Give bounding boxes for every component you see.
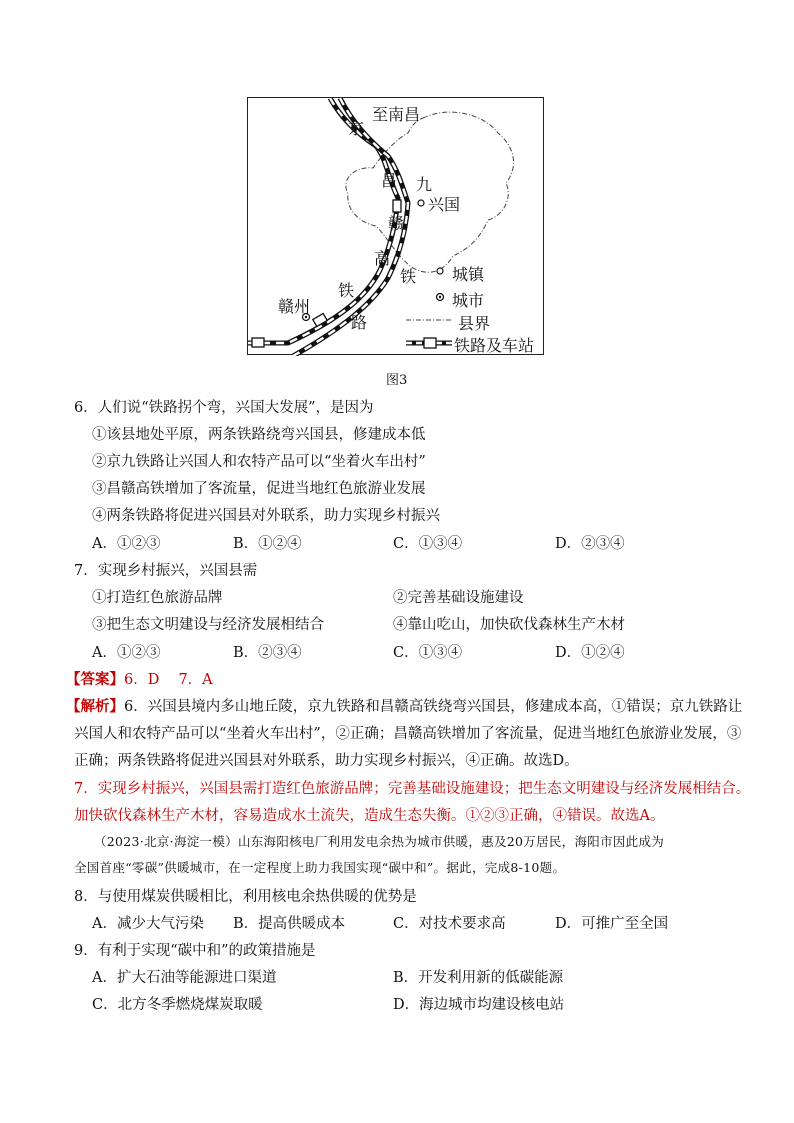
- label-ganzhou: 赣州: [278, 297, 311, 316]
- q6-option-3: ③昌赣高铁增加了客流量，促进当地红色旅游业发展: [92, 481, 426, 497]
- label-gan-mid: 赣: [388, 214, 405, 233]
- station-southwest: [252, 338, 264, 347]
- q6-choice-d: D．②③④: [555, 536, 625, 552]
- town-icon: [437, 268, 443, 274]
- analysis-line-3: 正确；两条铁路将促进兴国县对外联系，助力实现乡村振兴，④正确。故选D。: [74, 753, 579, 769]
- label-tie-mid: 铁: [400, 267, 417, 286]
- q6-option-4: ④两条铁路将促进兴国县对外联系，助力实现乡村振兴: [92, 508, 440, 524]
- q6-option-1: ①该县地处平原，两条铁路绕弯兴国县，修建成本低: [92, 427, 426, 443]
- q7-option-3: ③把生态文明建设与经济发展相结合: [92, 617, 324, 633]
- railway-station-icon: [406, 338, 452, 348]
- town-xingguo: [418, 200, 424, 206]
- q7-option-1: ①打造红色旅游品牌: [92, 590, 223, 606]
- q8-choice-c: C．对技术要求高: [393, 916, 506, 932]
- q9-stem: 9．有利于实现“碳中和”的政策措施是: [74, 943, 316, 959]
- label-jiu: 九: [416, 175, 433, 194]
- answer-tag: 【答案】: [66, 671, 124, 688]
- q6-stem: 6．人们说“铁路拐个弯，兴国大发展”，是因为: [74, 400, 374, 416]
- q7-option-2: ②完善基础设施建设: [393, 590, 524, 606]
- q8-choice-a: A．减少大气污染: [92, 916, 204, 932]
- analysis-line-4: 7．实现乡村振兴，兴国县需打造红色旅游品牌；完善基础设施建设；把生态文明建设与经济发展相结合。: [74, 781, 751, 797]
- label-to-nanchang: 至南昌: [372, 105, 421, 124]
- answer-line: [66, 668, 213, 689]
- label-chang: 昌: [381, 171, 398, 190]
- intro-line-2: 全国首座“零碳”供暖城市，在一定程度上助力我国实现“碳中和”。据此，完成8-10题。: [74, 860, 566, 875]
- q9-choice-a: A．扩大石油等能源进口渠道: [92, 970, 277, 986]
- analysis-tag: 【解析】: [66, 698, 124, 715]
- q9-choice-d: D．海边城市均建设核电站: [393, 997, 565, 1013]
- legend-town-label: 城镇: [452, 265, 485, 284]
- q7-choice-c: C．①③④: [393, 645, 463, 661]
- q7-choice-b: B．②③④: [233, 645, 302, 661]
- legend-city-label: 城市: [452, 291, 485, 310]
- label-jing: 京: [348, 119, 365, 138]
- q6-option-2: ②京九铁路让兴国人和农特产品可以“坐着火车出村”: [92, 454, 426, 470]
- q6-choice-c: C．①③④: [393, 536, 463, 552]
- label-xingguo: 兴国: [428, 195, 461, 214]
- q6-choice-b: B．①②④: [233, 536, 302, 552]
- q6-choice-a: A．①②③: [92, 536, 161, 552]
- analysis-line-1: [66, 695, 742, 716]
- analysis-line-5: 加快砍伐森林生产木材，容易造成水土流失，造成生态失衡。①②③正确，④错误。故选A。: [74, 808, 665, 824]
- label-lu: 路: [351, 313, 368, 332]
- analysis-text-1: 6．兴国县境内多山地丘陵，京九铁路和昌赣高铁绕弯兴国县，修建成本高，①错误；京九铁路让: [124, 699, 743, 715]
- figure-caption: 图3: [386, 373, 408, 388]
- answer-text: 6．D 7．A: [124, 672, 213, 688]
- q8-stem: 8．与使用煤炭供暖相比，利用核电余热供暖的优势是: [74, 889, 417, 905]
- q7-option-4: ④靠山吃山，加快砍伐森林生产木材: [393, 617, 625, 633]
- map-figure: [247, 97, 544, 355]
- q7-choice-a: A．①②③: [92, 645, 161, 661]
- label-tie-low: 铁: [338, 281, 355, 300]
- q9-choice-b: B．开发利用新的低碳能源: [393, 970, 564, 986]
- label-gao: 高: [374, 249, 391, 268]
- q8-choice-b: B．提高供暖成本: [233, 916, 346, 932]
- jingjiu-railway: [248, 98, 398, 343]
- q9-choice-c: C．北方冬季燃烧煤炭取暖: [92, 997, 263, 1013]
- legend-railway-label: 铁路及车站: [454, 336, 535, 355]
- analysis-line-2: 兴国人和农特产品可以“坐着火车出村”，②正确；昌赣高铁增加了客流量，促进当地红色旅游业发展，③: [74, 726, 742, 742]
- legend-county-label: 县界: [458, 314, 491, 333]
- q8-choice-d: D．可推广至全国: [555, 916, 669, 932]
- q7-stem: 7．实现乡村振兴，兴国县需: [74, 563, 258, 579]
- intro-line-1: （2023·北京·海淀一模）山东海阳核电厂利用发电余热为城市供暖，惠及20万居民，海阳市因此成为: [94, 834, 665, 849]
- q7-choice-d: D．①②④: [555, 645, 625, 661]
